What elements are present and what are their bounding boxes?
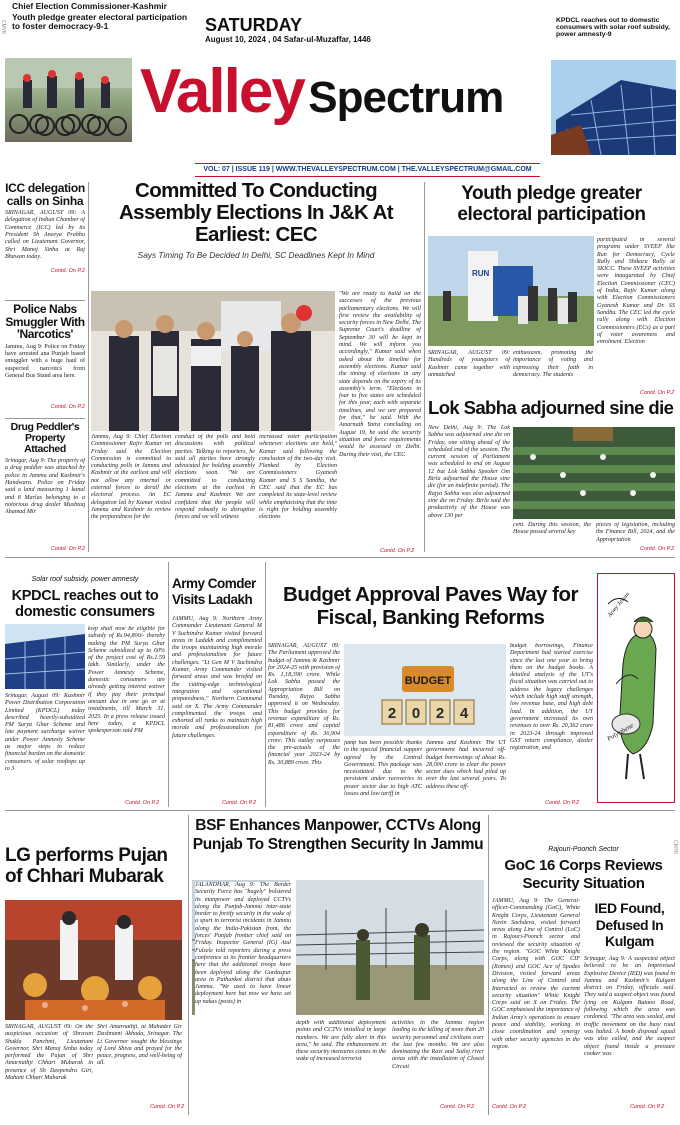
lead-right-text: "We are ready to build on the successes of the previous parliamentary elections. We will first review the availability of security forces in New Delhi. The Supreme Court's deadline of September 30 will be kept in mind. We will inform you accordingly," Kumar said when asked about the timeline for assembly elections. Kumar said the timing of elections in any state depends on the expiry of its assembly's term. "Elections in four to five states are scheduled for this year, each with separate timelines, and we are prepared for that," he said. With the Amarnath Yatra concluding on August 19, he said the security situation and force requirements would be assessed in Delhi. During their visit, the CEC <box>339 291 421 458</box>
budget-year-digit: 4 <box>459 705 469 722</box>
budget-mid1: jump has been possible thanks to the special financial support agreed by the Central Government. This package was necessitated due to the persistent under recoveries in power sector due to high ATC losses and low tariff in <box>344 740 422 798</box>
icc-story <box>5 182 85 274</box>
masthead-photo-cycle-rally <box>5 58 132 142</box>
drug-text: Srinagar, Aug 9: The property of a drug peddler was attached by police in Jammu and Kashmir's Handwara. Police on Friday said a land measuring 1 kanal and 8 Marlas belonging to a notorious drug dealer Mushtaq Ahamad Mir <box>5 458 85 516</box>
lg-col2: Shri Amarnathji, at Mahadev Gir Dashnami Akhada, Srinagar. The Lt Governor sought the blessings of Lord Shiva and prayed for the peace, progress, and well-being of all. <box>97 1024 182 1067</box>
ied-contd: Contd. On P.2 <box>630 1104 665 1110</box>
masthead <box>0 0 680 160</box>
rule <box>188 815 189 1115</box>
budget-year-digit: 0 <box>411 705 421 722</box>
masthead-teaser-tag: Chief Election Commissioner-Kashmir <box>12 1 167 11</box>
goc-headline: GoC 16 Corps Reviews Security Situation <box>504 857 663 892</box>
rule <box>168 562 169 807</box>
police-text: Jammu, Aug 9: Police on Friday have arrested ana Punjab based smuggler with a huge haul of suspected narcotics from General Bus Stand area here. <box>5 343 85 379</box>
rule <box>424 182 425 552</box>
masthead-title <box>140 56 503 127</box>
youth-bottom-mid: enthusiasm, promoting the importance of voting and expressing their faith in democracy. The students <box>513 350 593 378</box>
army-contd: Contd. On P.2 <box>222 800 257 806</box>
lg-contd: Contd. On P.2 <box>150 1104 185 1110</box>
budget-contd: Contd. On P.2 <box>545 800 580 806</box>
masthead-teaser-headline: Youth pledge greater electoral participation to foster democracy-9-1 <box>12 12 188 31</box>
lead-story <box>91 180 421 260</box>
goc-contd: Contd. On P.2 <box>492 1104 527 1110</box>
masthead-date: August 10, 2024 , 04 Safar-ul-Muzaffar, 1446 <box>205 35 371 44</box>
bsf-col-text: JALANDHAR, Aug 9: The Border Security Force has "hugely" bolstered its manpower and deployed CCTVs along the Punjab-Jammu inter-state border to fortify security in the wake of a spurt in terrorist incidents in Jammu along the India-Pakistan front, the forces' Punjab frontier chief said on Friday. Inspector General (IG) Atul Fulzele told reporters during a press conference at its frontier headquarters here that the additional troops have been deployed along the Gurdaspur area in Pathankot district that abuts Jammu. "We used to have linear deployment here but now we have set up nakas (posts) in <box>195 882 291 1017</box>
bsf-bottom-left: depth with additional deployment points and CCTVs installed in large numbers. We are fully alert in this area," he said. The enhancement in these security measures comes in the wake of increased terrorist <box>296 1020 386 1063</box>
police-contd: Contd. On P.2 <box>50 403 85 410</box>
kpdcl-kicker: Solar roof subsidy, power amnesty <box>31 576 139 583</box>
svg-text:RUN: RUN <box>472 269 490 278</box>
police-story <box>5 303 85 410</box>
bsf-contd: Contd. On P.2 <box>440 1104 475 1110</box>
budget-col3: budget borrowings, Finance Department had started exercise since the last one year to bring them on the budget books. A detailed analysis of the UT's fiscal situation was carried out to address the legacy challenges which include high staff strength, low revenue base, and high debt load. In addition, the UT government increased its own revenues to over Rs. 20,362 crore in 2023-24 through improved GST return compliance, dealer registration, and <box>510 643 593 752</box>
cmyk-left: CMYK <box>0 20 6 35</box>
lead-headline: Committed To Conducting Assembly Elections In J&K At Earliest: CEC <box>118 179 394 246</box>
cartoon-box <box>597 573 675 803</box>
budget-year-digit: 2 <box>435 705 445 722</box>
icc-text: SRINAGAR, AUGUST 09: A delegation of Indian Chamber of Commerce (ICC) led by its President Sh Aneeya Prabhu called on Lieutenant Governor, Shri Manoj Sinha at Raj Bhawan today. <box>5 210 85 260</box>
youth-photo-rally <box>428 236 594 346</box>
kpdcl-left-text: Srinagar, August 09: Kashmir Power Distribution Corporation Limited (KPDCL) today described heavily-subsidized PM Surya Ghar Scheme and late payment surcharge waiver under Power Amnesty Scheme as major steps to reduce financial burden on the domestic consumers. of solar rooftops up to 3 <box>5 693 85 772</box>
lead-col2: conduct of the polls and held discussions with political parties. Talking to reporters, he said all parties have strongly advocated for holding assembly elections soon. "We are committed to conducting elections at the earliest in Jammu and Kashmir. We are confident that the people will respond robustly to disruptive forces and we will witness <box>175 434 255 521</box>
lead-col1: Jammu, Aug 9: Chief Election Commissioner Rajiv Kumar on Friday said the Election Commission is committed to conducting polls in Jammu and Kashmir at the earliest and will not allow any internal or external forces to derail the electoral process. An EC delegation led by Kumar visited Jammu and Kashmir to review the preparedness for the <box>91 434 171 521</box>
cartoon-caption-bottom: Polyethene <box>606 722 635 743</box>
rule <box>5 557 675 558</box>
masthead-photo-solar <box>551 60 676 155</box>
icc-contd: Contd. On P.2 <box>50 268 85 275</box>
drug-story <box>5 422 85 552</box>
kpdcl-photo-solar <box>5 624 85 689</box>
loksabha-headline: Lok Sabha adjourned sine die <box>428 397 674 418</box>
budget-headline: Budget Approval Paves Way for Fiscal, Banking Reforms <box>283 583 578 629</box>
bsf-bottom-right: activities in the Jammu region leading to the killing of more than 20 security personnel and civilians over the last few months. We are also dominating the Ravi and Sutlej river areas with the installation of Closed Circuit <box>392 1020 484 1070</box>
lead-col3: increased voter participation whenever elections are held," Kumar said following the conclusion of the two-day visit. Flanked by Election Commissioners Gyanesh Kumar and S S Sandhu, the CEC said that the EC has completed its state-level review while emphasising that the time is right for holding assembly elections <box>259 434 337 521</box>
youth-story <box>428 183 675 225</box>
rule <box>265 562 266 807</box>
lg-headline: LG performs Pujan of Chhari Mubarak <box>5 845 168 887</box>
budget-year-digit: 2 <box>387 705 397 722</box>
youth-right-text: participated in several programs under SVEEP like Run for Democracy, Cycle Rally and Shikara Rally at SKICC. These SVEEP activities were inaugurated by Chief Election Commissioner (CEC) of India, Rajiv Kumar along with Election Commissioners Gyanesh Kumar and Dr. SS Sandhu. The CEC led the cycle rally along with Election Commissioners (ECs) as a part of voter awareness and enrolment. Election <box>597 237 675 346</box>
loksabha-text: New Delhi, Aug 9: The Lok Sabha was adjourned sine die on Friday, one sitting ahead of the scheduled end of the session. The current session of Parliament was scheduled to end on August 12 but Lok Sabha Speaker Om Birla adjourned the House sine die (for an indefinite period). The Rajya Sabha was also adjourned sine die on Friday. Birla said the productivity of the House was above 130 per <box>428 425 510 519</box>
rule <box>5 300 85 301</box>
loksabha-text3: pieces of legislation, including the Finance Bill, 2024, and the Appropriation <box>596 522 675 543</box>
ied-text: Srinagar, Aug 9: A suspected object believed to be an Improvised Explosive Device (IED) was found in Jammu and Kashmir's Kulgam district on Friday, officials said. They said a suspect object was found lying on Kulgam Bataoo Road, following which the area was cordoned. "The area was sealed, and traffic movement on the busy road was halted. A bomb disposal squad was also called, and the suspect object found inside a pressure cooker was <box>584 956 675 1057</box>
drug-headline: Drug Peddler's Property Attached <box>10 421 80 456</box>
youth-contd: Contd. On P.2 <box>640 390 675 396</box>
masthead-right-teaser: KPDCL reaches out to domestic consumers with solar roof subsidy, power amnesty-9 <box>556 17 670 39</box>
icc-headline: ICC delegation calls on Sinha <box>5 181 85 208</box>
issue-bar <box>195 163 540 177</box>
budget-photo <box>344 644 506 736</box>
budget-col1: SRINAGAR, AUGUST 09: The Parliament approved the budget of Jammu & Kashmir for 2024-25 with provision of Rs. 1,18,390 crore. While Lok Sabha passed the Appropriation Bill on Tuesday, Rajya Sabha approved it on Wednesday. This budget provides for revenue expenditure of Rs. 81,486 crore and capital expenditure of Rs. 36,904 crore. This outlay surpasses the pre-actuals of the financial year 2023-24 by Rs. 30,889 crore. This <box>268 643 340 766</box>
lead-contd: Contd. On P.2 <box>380 548 415 554</box>
bsf-photo-soldiers <box>296 880 484 1015</box>
lg-col1: SRINAGAR, AUGUST 09: On the auspicious occasion of Shravan Shukla Panchmi, Lieutenant Governor, Shri Manoj Sinha today performed the Pujan of Shri Amarnathji Chhari Mubarak in presence of Sh Deependra Giri, Mahant Chhari Mubarak <box>5 1024 93 1082</box>
kpdcl-right-text: kwp shall now be eligible for subsidy of Rs.94,800/- thereby making the PM Surya Ghar Scheme subsidized up to 60% of the project cost of Rs.1.59 lakh. Similarly, under the Power Amnesty Scheme, domestic consumers are already getting interest waiver if they pay their principal amount due in one go or at instalments, till March 31, 2025. In a press release issued here today, a KPDCL spokesperson said PM <box>88 626 165 735</box>
army-text: JAMMU, Aug 9: Northern Army Commander Lieutenant General M V Suchindra Kumar visited forward areas in Ladakh and complimented the troops maintaining high morale and professionalism for future challenges. "Lt Gen M V Suchindra Kumar, Army Commander visited forward areas and was briefed on the cutting-edge technological integration and operational preparedness," Northern Command said on X. The Army Commander complimented the troops and exhorted all ranks to maintain high morale and professionalism for future challenges. <box>172 616 262 739</box>
kpdcl-headline: KPDCL reaches out to domestic consumers <box>11 588 159 620</box>
cartoon-caption-top: Army Jawan <box>607 591 632 619</box>
rule <box>488 815 489 1115</box>
lead-photo-cec <box>91 291 335 431</box>
rule <box>5 810 675 811</box>
masthead-day: SATURDAY <box>205 15 303 35</box>
army-headline: Army Comder Visits Ladakh <box>172 576 256 607</box>
drug-contd: Contd. On P.2 <box>50 546 85 553</box>
bsf-headline: BSF Enhances Manpower, CCTVs Along Punjab To Strengthen Security In Jammu <box>192 817 484 853</box>
masthead-title-spectrum: Spectrum <box>308 73 504 122</box>
lg-photo-pujan <box>5 900 182 1020</box>
rule <box>88 182 89 552</box>
kpdcl-contd: Contd. On P.2 <box>125 800 160 806</box>
goc-kicker: Rajouri-Poonch Sector <box>548 846 619 853</box>
masthead-title-valley: Valley <box>140 57 304 126</box>
lead-subhead: Says Timing To Be Decided In Delhi, SC Deadlines Kept In Mind <box>137 250 375 260</box>
cmyk-right: CMYK <box>672 840 678 855</box>
goc-text: JAMMU, Aug 9: The General-officer-Commanding (GoC), White Knight Corps, Lieutenant General Navin Sachdeva, visited forward areas along Line of Control (LoC) in Rajouri-Poonch sector and reviewed the security situation of the region. "GOC White Knight Corps, along with GOC CIF (Romeo) and GOC Ace of Spades Division, visited forward areas along the Line of Control and Interacted to review the current security situation" White Knight Corps said on X on Friday. The GOC emphasised the importance of Indian Army's operations to ensure peace and stability, working in close coordination and synergy with other security agencies in the region. <box>492 898 580 1050</box>
youth-bottom-left: SRINAGAR, AUGUST 09: Hundreds of youngsters of Kashmir came together with unmatched <box>428 350 510 378</box>
loksabha-text2: cent. During this session, the House passed several key <box>513 522 591 536</box>
budget-badge-text: BUDGET <box>404 675 452 687</box>
budget-mid2: Jammu and Kashmir. The UT government had incurred off-budget borrowings of about Rs. 28,000 crore to clear the power sector dues which had piled up over the last several years. To address these off- <box>426 740 506 790</box>
rule <box>5 418 85 419</box>
loksabha-photo-parliament <box>513 427 675 519</box>
youth-headline: Youth pledge greater electoral participation <box>457 183 646 225</box>
loksabha-contd: Contd. On P.2 <box>640 546 675 552</box>
ied-headline: IED Found, Defused In Kulgam <box>594 900 665 949</box>
police-headline: Police Nabs Smuggler With 'Narcotics' <box>5 302 85 342</box>
issue-line: VOL: 07 | ISSUE 119 | WWW.THEVALLEYSPECTRUM.COM | THE.VALLEYSPECTRUM@GMAIL.COM <box>203 166 532 173</box>
